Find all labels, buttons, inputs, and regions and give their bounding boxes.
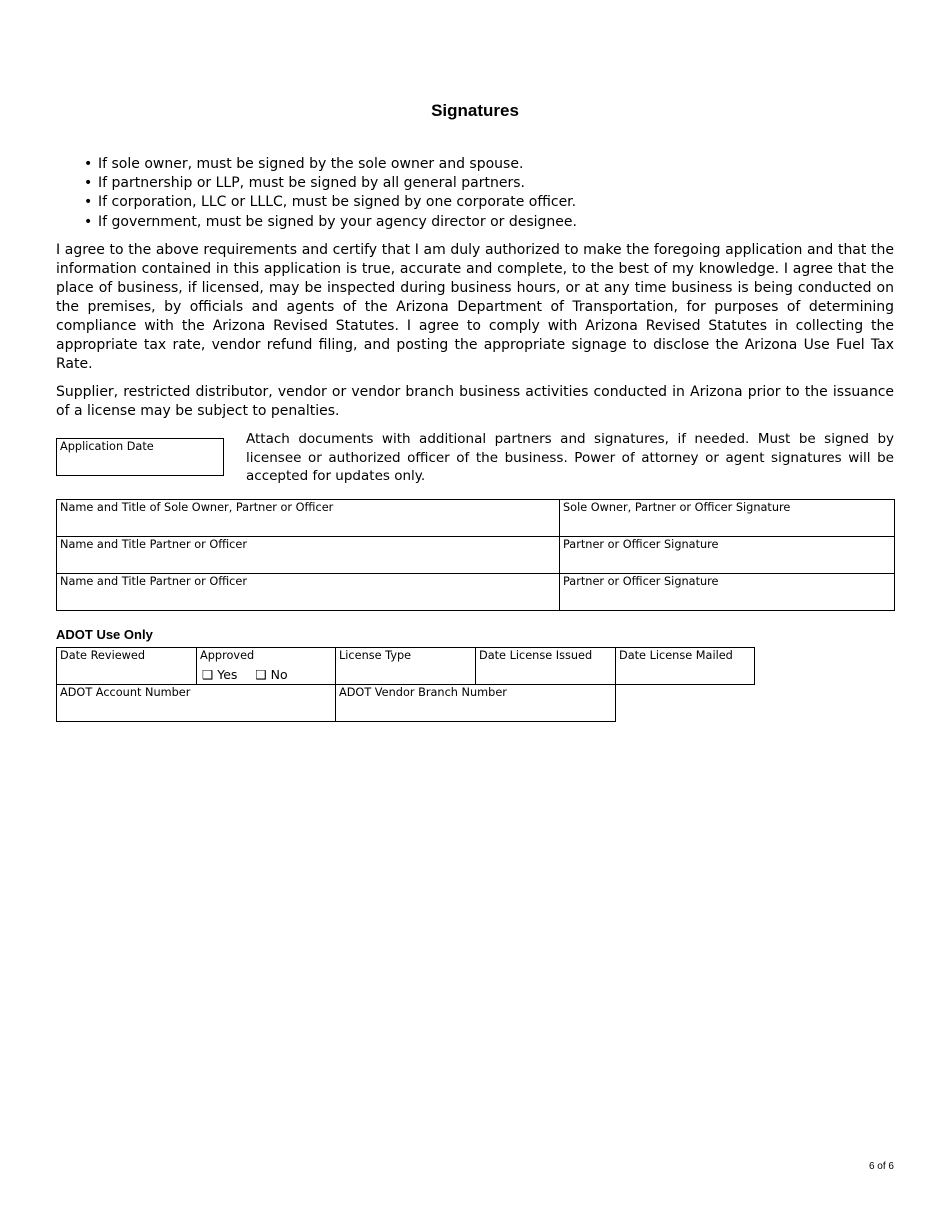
bullet-icon: •	[84, 156, 93, 172]
page-title: Signatures	[431, 101, 519, 120]
adot-vendor-branch-number-field[interactable]	[335, 684, 616, 722]
date-reviewed-field[interactable]	[56, 647, 197, 685]
name-title-field-3[interactable]	[56, 573, 560, 611]
no-checkbox[interactable]: ❑	[255, 667, 267, 682]
signature-label: Partner or Officer Signature	[563, 575, 719, 588]
adot-account-number-label: ADOT Account Number	[60, 686, 191, 699]
list-item: • If government, must be signed by your agency director or designee.	[84, 213, 577, 232]
date-license-issued-label: Date License Issued	[479, 649, 593, 662]
no-label: No	[270, 667, 288, 682]
attach-note: Attach documents with additional partners and signatures, if needed. Must be signed by licensee or authorized officer of the business. Power of attorney or agent signatures will be accepted for updates only.	[246, 431, 894, 484]
date-reviewed-label: Date Reviewed	[60, 649, 146, 662]
license-type-field[interactable]	[335, 647, 476, 685]
signature-field-2[interactable]	[559, 536, 895, 574]
approved-label: Approved	[200, 649, 255, 662]
approved-field	[196, 647, 336, 685]
application-date-label: Application Date	[60, 440, 154, 453]
list-item: • If corporation, LLC or LLLC, must be signed by one corporate officer.	[84, 193, 577, 212]
certification-paragraph: I agree to the above requirements and certify that I am duly authorized to make the foregoing application and that the information contained in this application is true, accurate and complete, to the best of my knowledge. I agree that the place of business, if licensed, may be inspected during business hours, or at any time business is being conducted on the premises, by officials and agents of the Arizona Department of Transportation, for purposes of determining compliance with the Arizona Revised Statutes. I agree to comply with Arizona Revised Statutes in collecting the appropriate tax rate, vendor refund filing, and posting the appropriate signage to disclose the Arizona Use Fuel Tax Rate.	[56, 242, 894, 372]
yes-checkbox[interactable]: ❑	[202, 667, 214, 682]
signature-field-3[interactable]	[559, 573, 895, 611]
name-title-label: Name and Title of Sole Owner, Partner or Officer	[60, 501, 334, 514]
adot-account-number-field[interactable]	[56, 684, 336, 722]
list-item: • If sole owner, must be signed by the sole owner and spouse.	[84, 155, 577, 174]
yes-label: Yes	[217, 667, 238, 682]
name-title-label: Name and Title Partner or Officer	[60, 575, 247, 588]
name-title-field-1[interactable]	[56, 499, 560, 537]
name-title-label: Name and Title Partner or Officer	[60, 538, 247, 551]
signature-field-1[interactable]	[559, 499, 895, 537]
page-number: 6 of 6	[868, 1161, 894, 1172]
bullet-icon: •	[84, 213, 93, 230]
application-date-field[interactable]	[56, 438, 224, 476]
adot-vendor-branch-number-label: ADOT Vendor Branch Number	[339, 686, 507, 699]
date-license-issued-field[interactable]	[475, 647, 616, 685]
adot-use-only-heading: ADOT Use Only	[56, 627, 153, 642]
bullet-icon: •	[84, 194, 93, 211]
license-type-label: License Type	[339, 649, 412, 662]
signature-label: Partner or Officer Signature	[563, 538, 719, 551]
signature-requirements-list	[84, 155, 577, 232]
date-license-mailed-field[interactable]	[615, 647, 755, 685]
penalty-paragraph: Supplier, restricted distributor, vendor or vendor branch business activities conducted in Arizona prior to the issuance of a license may be subject to penalties.	[56, 384, 894, 419]
list-item: • If partnership or LLP, must be signed by all general partners.	[84, 174, 577, 193]
name-title-field-2[interactable]	[56, 536, 560, 574]
date-license-mailed-label: Date License Mailed	[619, 649, 733, 662]
bullet-icon: •	[84, 175, 93, 192]
signature-label: Sole Owner, Partner or Officer Signature	[563, 501, 791, 514]
